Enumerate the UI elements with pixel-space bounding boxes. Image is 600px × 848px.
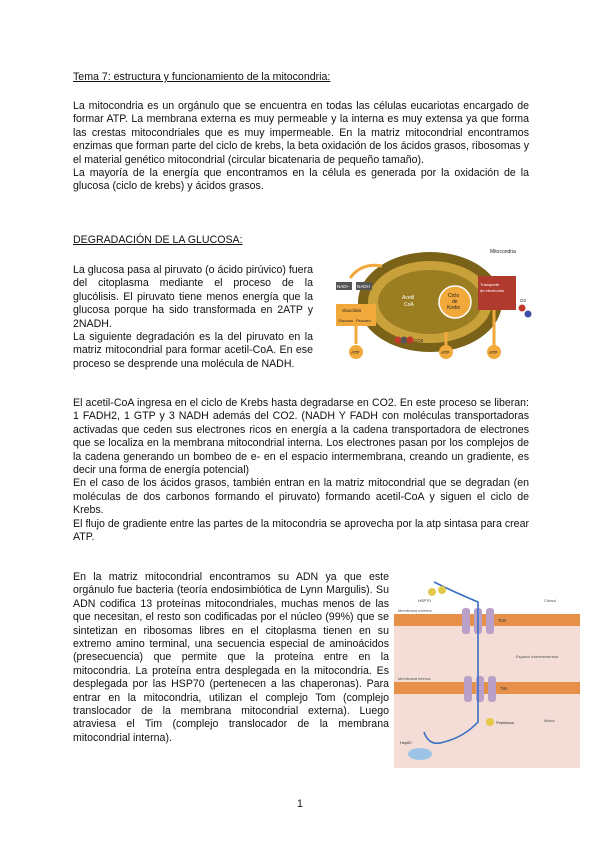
label-krebs: Krebs — [447, 305, 461, 311]
intro-paragraph: La mitocondria es un orgánulo que se encuentra en todas las células eucariotas encargado de formar ATP. La membrana externa es muy permeable y la interna es muy extensa ya que forma las crestas mitocondriales que es muy impermeable. En la matriz mitocondrial encontramos enzimas que forman parte del ciclo de krebs, la beta oxidación de los ácidos grasos, ribosomas y el material genético mitocondrial (circular bicatenaria de pequeño tamaño). — [73, 100, 529, 166]
label-coa: CoA — [404, 302, 414, 308]
co2-molecule-o — [395, 337, 402, 344]
label-co2: CO2 — [414, 338, 424, 343]
tim-subunit — [488, 676, 496, 702]
glycolysis-section — [73, 264, 313, 371]
label-hsp70: HSP70 — [418, 598, 431, 603]
label-o2: O2 — [520, 298, 527, 303]
hsp70-chaperone — [428, 588, 436, 596]
matrix-hsp70 — [486, 718, 494, 726]
hsp70-chaperone — [438, 586, 446, 594]
label-de: de — [452, 299, 458, 305]
co2-molecule-c — [401, 337, 408, 344]
section-heading-glucosa: DEGRADACIÓN DE LA GLUCOSA: — [73, 234, 243, 246]
glycolysis-paragraph: La siguiente degradación es la del piruvato en la matriz mitocondrial para formar acetil-CoA. En ese proceso se desprende una molécula de NADH. — [73, 331, 313, 370]
hsp60-complex — [408, 748, 432, 760]
label-hsp60: Hsp60 — [400, 740, 412, 745]
label-membrana-interna: Membrana interna — [398, 676, 431, 681]
label-membrana-externa: Membrana externa — [398, 608, 432, 613]
page-number: 1 — [297, 798, 303, 810]
water-molecule — [525, 311, 532, 318]
label-piruvato: Piruvato — [356, 318, 371, 323]
page-title: Tema 7: estructura y funcionamiento de la mitocondria: — [73, 71, 331, 83]
krebs-paragraph: El flujo de gradiente entre las partes de la mitocondria se aprovecha por la atp sintasa para crear ATP. — [73, 517, 529, 544]
label-glucolisis: Glucólisis — [342, 308, 362, 313]
co2-molecule-o — [407, 337, 414, 344]
label-glucosa: Glucosa — [338, 318, 353, 323]
tim-subunit — [464, 676, 472, 702]
inner-membrane — [394, 682, 580, 694]
label-atp: ATP — [441, 350, 450, 355]
label-atp: ATP — [489, 350, 498, 355]
label-atp: ATP — [351, 350, 360, 355]
label-espacio-intermembrana: Espacio intermembrana — [516, 654, 559, 659]
o2-molecule — [519, 305, 526, 312]
label-transporte: Transporte — [480, 282, 500, 287]
label-ciclo: Ciclo — [448, 293, 460, 299]
mito-dna-paragraph: En la matriz mitocondrial encontramos su ADN ya que este orgánulo fue bacteria (teoría endosimbiótica de Lynn Margulis). Su ADN codifica 13 proteínas mitocondriales, muchas menos de las que necesitan, el resto son codificadas por el núcleo (99%) que se sintetizan en ribosomas libres en el citoplasma tienen en su extremo amino terminal, una secuencia especial de aminoácidos (presecuencia) que permite que la proteína entre en la mitocondria. La proteína entra desplegada en la mitocondria. Es desplegada por las HSP70 (pertenecen a las chaperonas). Para entrar en la mitocondria, utilizan el complejo Tom (complejo translocador de la membrana mitocondrial externa). Luego atraviesa el Tim (complejo translocador de la membrana mitocondrial interna). — [73, 571, 389, 744]
label-tim: Tim — [500, 686, 508, 691]
label-matriz: Matriz — [544, 718, 555, 723]
label-citosol: Citosol — [544, 598, 557, 603]
label-acetil: Acetil — [402, 295, 415, 301]
tom-subunit — [486, 608, 494, 634]
label-peptidasa: Peptidasa — [496, 720, 514, 725]
label-tom: Tom — [498, 618, 507, 623]
label-mitocondria: Mitocondria — [490, 249, 516, 255]
krebs-paragraph: El acetil-CoA ingresa en el ciclo de Krebs hasta degradarse en CO2. En este proceso se liberan: 1 FADH2, 1 GTP y 3 NADH además del CO2. (NADH Y FADH con moléculas transportadoras activadas que ceden sus electrones ricos en energía a la cadena transportadora de electrones que se localiza en la membrana mitocondrial interna. Los electrones pasan por los complejos de la cadena generando un bombeo de e- en el espacio intermembrana, creando un gradiente, es decir una forma de energía potencial) — [73, 397, 529, 477]
krebs-cycle-figure — [322, 244, 538, 366]
label-nadh: NADH — [357, 284, 370, 289]
krebs-section — [73, 397, 529, 544]
glycolysis-paragraph: La glucosa pasa al piruvato (o ácido pirúvico) fuera del citoplasma mediante el proceso de la glucólisis. El piruvato tiene menos energía que la glucosa porque ha sido transformada en 2ATP y 2NADH. — [73, 264, 313, 330]
label-nad-plus: NAD+ — [337, 284, 350, 289]
krebs-paragraph: En el caso de los ácidos grasos, también entran en la matriz mitocondrial que se degradan (en moléculas de dos carbonos formando el piruvato) formando acetil-CoA y siguen el ciclo de Krebs. — [73, 477, 529, 517]
intro-paragraph: La mayoría de la energía que encontramos en la célula es generada por la oxidación de la glucosa (ciclo de krebs) y ácidos grasos. — [73, 167, 529, 193]
tom-subunit — [462, 608, 470, 634]
mitochondrial-dna-section — [73, 571, 389, 745]
intro-section — [73, 100, 529, 194]
label-electrones: de electrones — [480, 288, 505, 293]
protein-import-figure — [394, 572, 580, 768]
